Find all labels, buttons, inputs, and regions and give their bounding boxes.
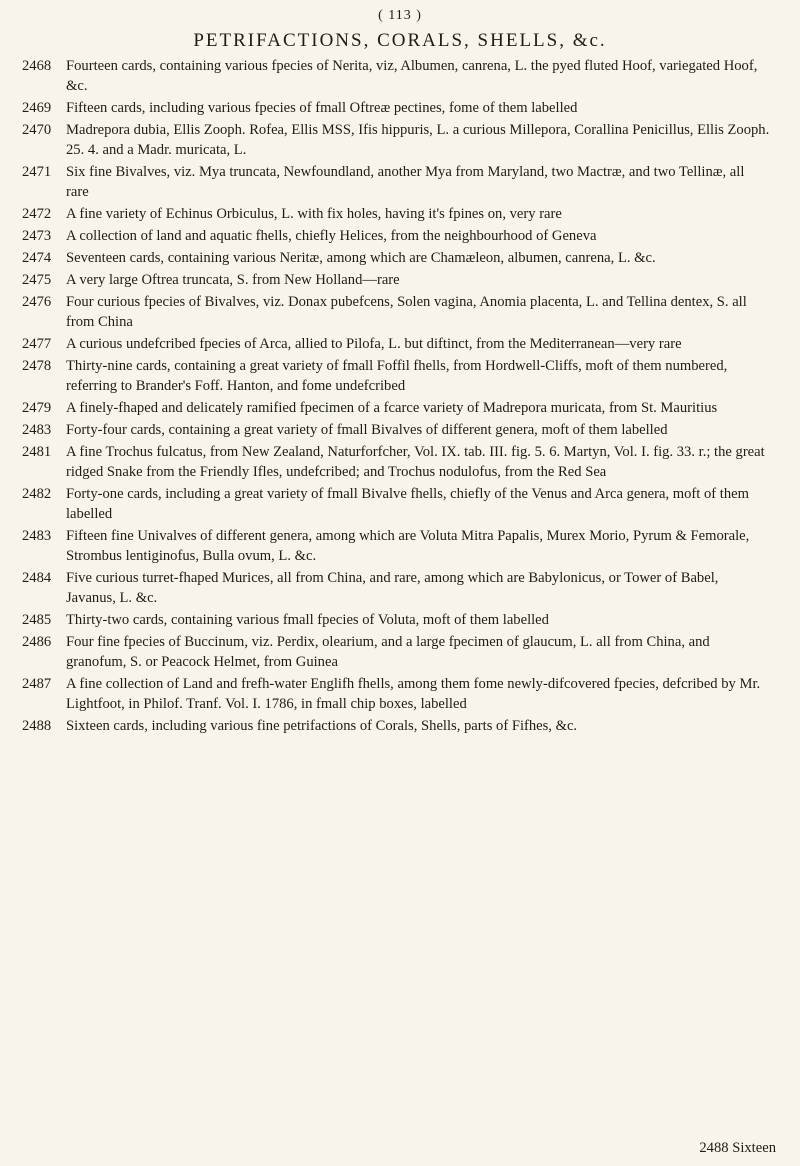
lot-description: A finely-fhaped and delicately ramified fpecimen of a fcarce variety of Madrepora muricata, from St. Mauritius	[66, 400, 718, 416]
lot-entry	[22, 632, 780, 672]
lot-entry	[22, 716, 780, 736]
lot-number: 2474	[22, 250, 52, 266]
lot-number: 2483	[22, 422, 52, 438]
lot-entry	[22, 610, 780, 630]
lot-entry	[22, 484, 780, 524]
lot-description: Thirty-nine cards, containing a great variety of fmall Foffil fhells, from Hordwell-Cliffs, moft of them numbered, referring to Brander's Foff. Hanton, and fome undefcribed	[66, 358, 728, 394]
lot-entry	[22, 56, 780, 96]
lot-entry	[22, 270, 780, 290]
lot-description: Six fine Bivalves, viz. Mya truncata, Newfoundland, another Mya from Maryland, two Mactræ, and two Tellinæ, all rare	[66, 164, 745, 200]
lot-description: Thirty-two cards, containing various fmall fpecies of Voluta, moft of them labelled	[66, 612, 549, 628]
lot-number: 2486	[22, 634, 52, 650]
lot-entry	[22, 204, 780, 224]
lot-entry	[22, 98, 780, 118]
lot-number: 2488	[22, 718, 52, 734]
lot-entry	[22, 226, 780, 246]
lot-number: 2469	[22, 100, 52, 116]
lot-entry	[22, 568, 780, 608]
lot-entry	[22, 248, 780, 268]
lot-entry	[22, 120, 780, 160]
lot-number: 2479	[22, 400, 52, 416]
page-number: ( 113 )	[378, 8, 422, 23]
lot-entry	[22, 292, 780, 332]
lot-description: A fine Trochus fulcatus, from New Zealand, Naturforfcher, Vol. IX. tab. III. fig. 5. 6. Martyn, Vol. I. fig. 33. r.; the great ridged Snake from the Friendly Ifles, undefcribed; and Trochus nodulofus, from the Red Sea	[66, 444, 765, 480]
lot-number: 2478	[22, 358, 52, 374]
lot-entry	[22, 162, 780, 202]
lot-description: Forty-four cards, containing a great variety of fmall Bivalves of different genera, moft of them labelled	[66, 422, 668, 438]
lot-entry	[22, 356, 780, 396]
catchword: 2488 Sixteen	[699, 1140, 776, 1156]
lot-number: 2473	[22, 228, 52, 244]
lot-description: A collection of land and aquatic fhells, chiefly Helices, from the neighbourhood of Geneva	[66, 228, 597, 244]
lot-number: 2487	[22, 676, 52, 692]
lot-entry	[22, 674, 780, 714]
lot-description: Four curious fpecies of Bivalves, viz. Donax pubefcens, Solen vagina, Anomia placenta, L. and Tellina dentex, S. all from China	[66, 294, 747, 330]
lot-number: 2475	[22, 272, 52, 288]
lot-number: 2471	[22, 164, 52, 180]
lot-number: 2482	[22, 486, 52, 502]
lot-description: A very large Oftrea truncata, S. from New Holland—rare	[66, 272, 400, 288]
lot-list	[22, 56, 780, 738]
lot-entry	[22, 398, 780, 418]
lot-description: A curious undefcribed fpecies of Arca, allied to Pilofa, L. but diftinct, from the Mediterranean—very rare	[66, 336, 682, 352]
lot-number: 2481	[22, 444, 52, 460]
lot-number: 2485	[22, 612, 52, 628]
lot-description: Fourteen cards, containing various fpecies of Nerita, viz, Albumen, canrena, L. the pyed fluted Hoof, variegated Hoof, &c.	[66, 58, 758, 94]
lot-description: Forty-one cards, including a great variety of fmall Bivalve fhells, chiefly of the Venus and Arca genera, moft of them labelled	[66, 486, 749, 522]
lot-description: A fine variety of Echinus Orbiculus, L. with fix holes, having it's fpines on, very rare	[66, 206, 562, 222]
lot-number: 2476	[22, 294, 52, 310]
lot-description: Fifteen cards, including various fpecies of fmall Oftreæ pectines, fome of them labelled	[66, 100, 578, 116]
lot-entry	[22, 442, 780, 482]
lot-number: 2472	[22, 206, 52, 222]
lot-description: A fine collection of Land and frefh-water Englifh fhells, among them fome newly-difcovered fpecies, defcribed by Mr. Lightfoot, in Philof. Tranf. Vol. I. 1786, in fmall chip boxes, labelled	[66, 676, 761, 712]
lot-number: 2477	[22, 336, 52, 352]
lot-description: Four fine fpecies of Buccinum, viz. Perdix, olearium, and a large fpecimen of glaucum, L. all from China, and granofum, S. or Peacock Helmet, from Guinea	[66, 634, 710, 670]
lot-entry	[22, 526, 780, 566]
running-head: PETRIFACTIONS, CORALS, SHELLS, &c.	[193, 30, 607, 51]
lot-entry	[22, 420, 780, 440]
lot-number: 2468	[22, 58, 52, 74]
lot-description: Five curious turret-fhaped Murices, all from China, and rare, among which are Babylonicus, or Tower of Babel, Javanus, L. &c.	[66, 570, 719, 606]
lot-entry	[22, 334, 780, 354]
lot-number: 2483	[22, 528, 52, 544]
lot-description: Sixteen cards, including various fine petrifactions of Corals, Shells, parts of Fifhes, &c.	[66, 718, 578, 734]
lot-number: 2484	[22, 570, 52, 586]
lot-description: Seventeen cards, containing various Neritæ, among which are Chamæleon, albumen, canrena, L. &c.	[66, 250, 656, 266]
lot-number: 2470	[22, 122, 52, 138]
lot-description: Madrepora dubia, Ellis Zooph. Rofea, Ellis MSS, Ifis hippuris, L. a curious Millepora, Corallina Penicillus, Ellis Zooph. 25. 4. and a Madr. muricata, L.	[66, 122, 770, 158]
lot-description: Fifteen fine Univalves of different genera, among which are Voluta Mitra Papalis, Murex Morio, Pyrum & Femorale, Strombus lentiginofus, Bulla ovum, L. &c.	[66, 528, 750, 564]
